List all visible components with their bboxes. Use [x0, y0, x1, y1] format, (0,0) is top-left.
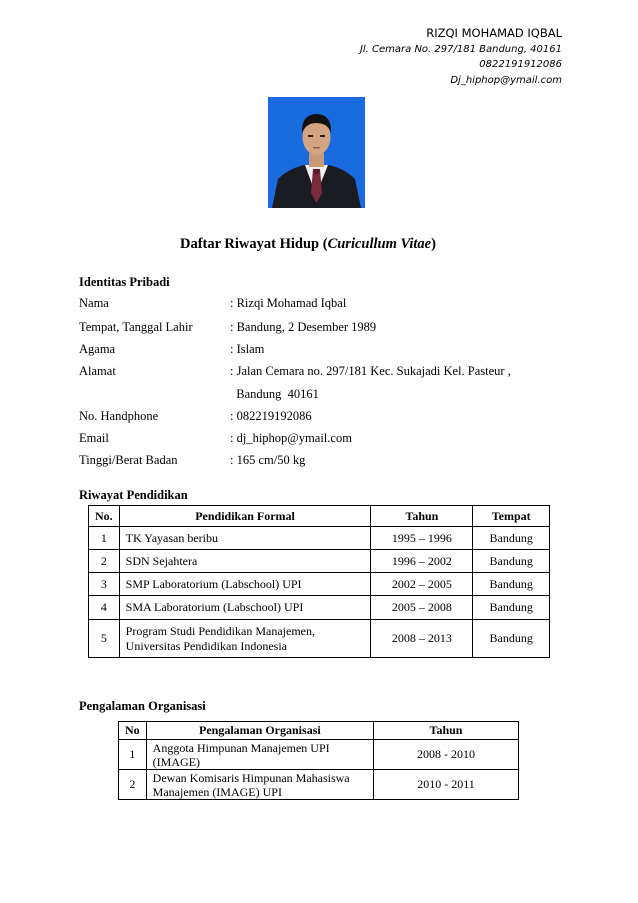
organization-table: [118, 721, 519, 800]
col-header-tahun: Tahun: [371, 506, 473, 527]
cell-year: 1996 – 2002: [371, 550, 473, 573]
cell-no: 2: [119, 770, 147, 800]
section-heading-pendidikan: Riwayat Pendidikan: [79, 488, 188, 502]
cell-year: 2005 – 2008: [371, 596, 473, 620]
cell-year: 2008 – 2013: [371, 620, 473, 658]
table-row: [89, 596, 550, 620]
col-header-tempat: Tempat: [473, 506, 550, 527]
section-heading-organisasi: Pengalaman Organisasi: [79, 699, 206, 713]
cell-place: Bandung: [473, 527, 550, 550]
header-address: Jl. Cemara No. 297/181 Bandung, 40161: [359, 43, 562, 55]
table-row: [119, 770, 519, 800]
document-title: [180, 236, 436, 253]
cell-no: 5: [89, 620, 120, 658]
col-header-no: No.: [89, 506, 120, 527]
cell-school: [119, 620, 371, 658]
cell-year: 2002 – 2005: [371, 573, 473, 596]
cell-experience-line1: Dewan Komisaris Himpunan Mahasiswa: [152, 770, 350, 785]
label-alamat: Alamat: [79, 364, 116, 378]
cell-school-line1: Program Studi Pendidikan Manajemen,: [125, 623, 315, 638]
title-italic: Curicullum Vitae: [327, 236, 432, 252]
value-nama: : Rizqi Mohamad Iqbal: [230, 296, 347, 310]
label-handphone: No. Handphone: [79, 409, 159, 423]
cell-school: SMP Laboratorium (Labschool) UPI: [119, 573, 371, 596]
value-alamat: : Jalan Cemara no. 297/181 Kec. Sukajadi Kel. Pasteur ,: [230, 364, 511, 378]
col-header-tahun: Tahun: [374, 722, 519, 740]
label-agama: Agama: [79, 342, 116, 356]
cell-experience: [146, 770, 373, 800]
cell-place: Bandung: [473, 620, 550, 658]
cell-no: 4: [89, 596, 120, 620]
value-email: : dj_hiphop@ymail.com: [230, 431, 352, 445]
value-handphone: : 082219192086: [230, 409, 312, 423]
cell-experience: [146, 740, 373, 770]
cell-school: SMA Laboratorium (Labschool) UPI: [119, 596, 371, 620]
table-row: [89, 550, 550, 573]
cell-experience-line2: (IMAGE): [152, 754, 200, 769]
title-close: ): [431, 236, 436, 252]
cell-no: 1: [89, 527, 120, 550]
label-tinggi-berat: Tinggi/Berat Badan: [79, 453, 178, 467]
label-ttl: Tempat, Tanggal Lahir: [79, 320, 193, 334]
header-email: Dj_hiphop@ymail.com: [450, 74, 562, 86]
table-row: [89, 527, 550, 550]
cell-experience-line1: Anggota Himpunan Manajemen UPI: [152, 740, 330, 755]
education-table: [88, 505, 550, 658]
table-row: [89, 620, 550, 658]
col-header-no: No: [119, 722, 147, 740]
col-header-pendidikan: Pendidikan Formal: [119, 506, 371, 527]
cell-school: TK Yayasan beribu: [119, 527, 371, 550]
cell-no: 2: [89, 550, 120, 573]
col-header-pengalaman: Pengalaman Organisasi: [146, 722, 373, 740]
cell-year: 2008 - 2010: [374, 740, 519, 770]
cell-place: Bandung: [473, 596, 550, 620]
cell-school: SDN Sejahtera: [119, 550, 371, 573]
label-nama: Nama: [79, 296, 109, 310]
cell-experience-line2: Manajemen (IMAGE) UPI: [152, 784, 282, 799]
cell-no: 1: [119, 740, 147, 770]
profile-photo-image: [268, 97, 365, 208]
table-header-row: [119, 722, 519, 740]
cell-place: Bandung: [473, 550, 550, 573]
cell-no: 3: [89, 573, 120, 596]
value-agama: : Islam: [230, 342, 265, 356]
value-alamat-line2: Bandung 40161: [230, 387, 319, 401]
value-ttl: : Bandung, 2 Desember 1989: [230, 320, 377, 334]
cell-school-line2: Universitas Pendidikan Indonesia: [125, 638, 287, 653]
value-tinggi-berat: : 165 cm/50 kg: [230, 453, 306, 467]
table-row: [119, 740, 519, 770]
cell-year: 2010 - 2011: [374, 770, 519, 800]
label-email: Email: [79, 431, 109, 445]
section-heading-identitas: Identitas Pribadi: [79, 275, 170, 289]
letterhead: [360, 26, 562, 88]
header-phone: 0822191912086: [479, 59, 562, 70]
table-header-row: [89, 506, 550, 527]
cell-place: Bandung: [473, 573, 550, 596]
title-main: Daftar Riwayat Hidup (: [180, 236, 328, 252]
table-row: [89, 573, 550, 596]
header-name: RIZQI MOHAMAD IQBAL: [426, 26, 562, 40]
profile-photo: [268, 97, 365, 208]
cell-year: 1995 – 1996: [371, 527, 473, 550]
